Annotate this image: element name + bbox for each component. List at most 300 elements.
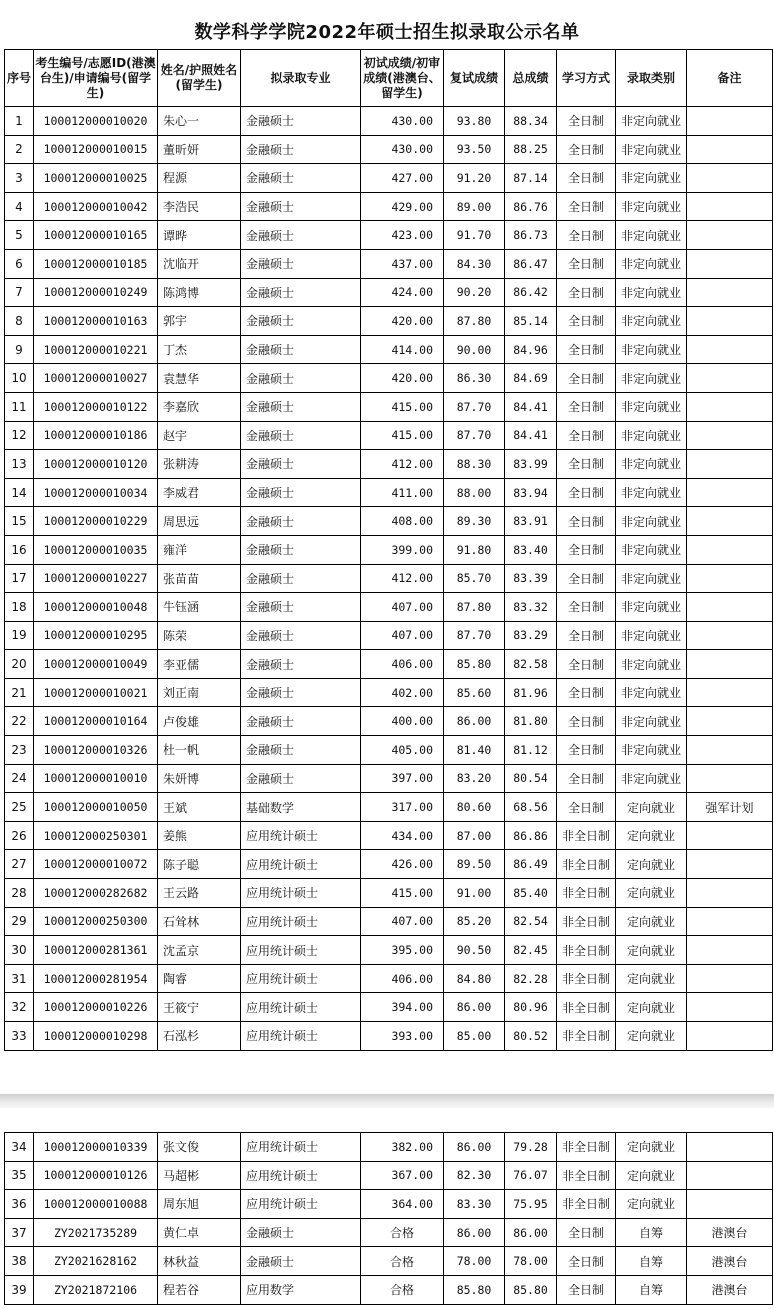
cell-prelim-score: 415.00 bbox=[361, 392, 444, 421]
table-row bbox=[5, 278, 773, 307]
cell-notes bbox=[687, 707, 773, 736]
cell-retest-score: 91.80 bbox=[444, 535, 505, 564]
cell-retest-score: 86.00 bbox=[444, 707, 505, 736]
table-row bbox=[5, 107, 773, 136]
table-row bbox=[5, 879, 773, 908]
cell-notes: 港澳台 bbox=[687, 1218, 773, 1247]
cell-total-score: 83.29 bbox=[505, 621, 557, 650]
table-row bbox=[5, 1190, 773, 1219]
cell-name: 袁慧华 bbox=[158, 364, 241, 393]
cell-prelim-score: 317.00 bbox=[361, 793, 444, 822]
cell-total-score: 86.86 bbox=[505, 821, 557, 850]
cell-name: 石耸林 bbox=[158, 907, 241, 936]
cell-notes bbox=[687, 736, 773, 765]
cell-major: 金融硕士 bbox=[241, 507, 361, 536]
cell-total-score: 80.52 bbox=[505, 1022, 557, 1051]
cell-major: 应用统计硕士 bbox=[241, 879, 361, 908]
cell-prelim-score: 合格 bbox=[361, 1247, 444, 1276]
table-row bbox=[5, 392, 773, 421]
cell-total-score: 80.96 bbox=[505, 993, 557, 1022]
cell-exam-id: ZY2021628162 bbox=[34, 1247, 158, 1276]
cell-index: 15 bbox=[5, 507, 34, 536]
table-row bbox=[5, 535, 773, 564]
cell-exam-id: 100012000010042 bbox=[34, 192, 158, 221]
cell-major: 金融硕士 bbox=[241, 736, 361, 765]
cell-total-score: 88.25 bbox=[505, 135, 557, 164]
cell-study-mode: 非全日制 bbox=[557, 850, 616, 879]
cell-index: 35 bbox=[5, 1161, 34, 1190]
cell-exam-id: 100012000281361 bbox=[34, 936, 158, 965]
cell-category: 非定向就业 bbox=[616, 450, 687, 479]
cell-exam-id: 100012000010295 bbox=[34, 621, 158, 650]
cell-retest-score: 93.50 bbox=[444, 135, 505, 164]
cell-category: 非定向就业 bbox=[616, 678, 687, 707]
cell-study-mode: 全日制 bbox=[557, 392, 616, 421]
cell-prelim-score: 415.00 bbox=[361, 421, 444, 450]
cell-notes bbox=[687, 135, 773, 164]
table-row bbox=[5, 164, 773, 193]
table-row bbox=[5, 936, 773, 965]
cell-index: 5 bbox=[5, 221, 34, 250]
cell-retest-score: 86.00 bbox=[444, 993, 505, 1022]
cell-retest-score: 84.30 bbox=[444, 249, 505, 278]
cell-total-score: 83.99 bbox=[505, 450, 557, 479]
table-row bbox=[5, 993, 773, 1022]
cell-name: 林秋益 bbox=[158, 1247, 241, 1276]
cell-prelim-score: 397.00 bbox=[361, 764, 444, 793]
cell-major: 应用统计硕士 bbox=[241, 1190, 361, 1219]
cell-index: 34 bbox=[5, 1133, 34, 1162]
cell-index: 1 bbox=[5, 107, 34, 136]
cell-study-mode: 全日制 bbox=[557, 335, 616, 364]
cell-index: 28 bbox=[5, 879, 34, 908]
cell-major: 应用统计硕士 bbox=[241, 821, 361, 850]
cell-prelim-score: 414.00 bbox=[361, 335, 444, 364]
cell-study-mode: 全日制 bbox=[557, 707, 616, 736]
cell-study-mode: 全日制 bbox=[557, 1218, 616, 1247]
cell-total-score: 87.14 bbox=[505, 164, 557, 193]
cell-total-score: 80.54 bbox=[505, 764, 557, 793]
cell-notes bbox=[687, 764, 773, 793]
cell-exam-id: 100012000010122 bbox=[34, 392, 158, 421]
cell-study-mode: 全日制 bbox=[557, 736, 616, 765]
cell-prelim-score: 合格 bbox=[361, 1275, 444, 1304]
cell-exam-id: 100012000010034 bbox=[34, 478, 158, 507]
cell-study-mode: 全日制 bbox=[557, 564, 616, 593]
cell-major: 金融硕士 bbox=[241, 564, 361, 593]
cell-index: 3 bbox=[5, 164, 34, 193]
table-row bbox=[5, 364, 773, 393]
cell-name: 程源 bbox=[158, 164, 241, 193]
cell-notes bbox=[687, 879, 773, 908]
cell-major: 金融硕士 bbox=[241, 764, 361, 793]
cell-name: 雍洋 bbox=[158, 535, 241, 564]
cell-major: 应用统计硕士 bbox=[241, 964, 361, 993]
cell-notes bbox=[687, 392, 773, 421]
cell-study-mode: 非全日制 bbox=[557, 879, 616, 908]
page-title: 数学科学学院2022年硕士招生拟录取公示名单 bbox=[194, 22, 580, 43]
cell-notes bbox=[687, 107, 773, 136]
cell-name: 陈荣 bbox=[158, 621, 241, 650]
cell-study-mode: 非全日制 bbox=[557, 993, 616, 1022]
cell-total-score: 85.80 bbox=[505, 1275, 557, 1304]
cell-retest-score: 91.20 bbox=[444, 164, 505, 193]
cell-major: 金融硕士 bbox=[241, 249, 361, 278]
cell-retest-score: 86.30 bbox=[444, 364, 505, 393]
cell-index: 37 bbox=[5, 1218, 34, 1247]
cell-prelim-score: 430.00 bbox=[361, 107, 444, 136]
cell-retest-score: 90.20 bbox=[444, 278, 505, 307]
cell-retest-score: 87.80 bbox=[444, 593, 505, 622]
cell-index: 14 bbox=[5, 478, 34, 507]
cell-category: 定向就业 bbox=[616, 907, 687, 936]
col-header-study-mode: 学习方式 bbox=[557, 50, 616, 107]
cell-name: 陈鸿博 bbox=[158, 278, 241, 307]
cell-index: 11 bbox=[5, 392, 34, 421]
cell-retest-score: 85.00 bbox=[444, 1022, 505, 1051]
cell-study-mode: 全日制 bbox=[557, 621, 616, 650]
cell-exam-id: 100012000010015 bbox=[34, 135, 158, 164]
cell-category: 非定向就业 bbox=[616, 650, 687, 679]
admission-table-continued bbox=[4, 1132, 773, 1305]
cell-notes bbox=[687, 249, 773, 278]
table-row bbox=[5, 1022, 773, 1051]
cell-notes bbox=[687, 1022, 773, 1051]
cell-retest-score: 90.00 bbox=[444, 335, 505, 364]
cell-name: 姜熊 bbox=[158, 821, 241, 850]
cell-notes bbox=[687, 364, 773, 393]
cell-name: 张耕涛 bbox=[158, 450, 241, 479]
cell-name: 李浩民 bbox=[158, 192, 241, 221]
cell-total-score: 86.73 bbox=[505, 221, 557, 250]
cell-exam-id: 100012000010186 bbox=[34, 421, 158, 450]
cell-name: 卢俊雄 bbox=[158, 707, 241, 736]
cell-major: 基础数学 bbox=[241, 793, 361, 822]
cell-study-mode: 全日制 bbox=[557, 450, 616, 479]
cell-index: 12 bbox=[5, 421, 34, 450]
cell-retest-score: 78.00 bbox=[444, 1247, 505, 1276]
cell-study-mode: 全日制 bbox=[557, 593, 616, 622]
table-row bbox=[5, 221, 773, 250]
cell-study-mode: 非全日制 bbox=[557, 964, 616, 993]
cell-notes bbox=[687, 478, 773, 507]
table-row bbox=[5, 821, 773, 850]
cell-name: 沈临开 bbox=[158, 249, 241, 278]
cell-index: 26 bbox=[5, 821, 34, 850]
cell-name: 黄仁卓 bbox=[158, 1218, 241, 1247]
cell-notes bbox=[687, 1190, 773, 1219]
cell-retest-score: 83.20 bbox=[444, 764, 505, 793]
cell-category: 自筹 bbox=[616, 1275, 687, 1304]
table-row bbox=[5, 964, 773, 993]
table-row bbox=[5, 764, 773, 793]
col-header-major: 拟录取专业 bbox=[241, 50, 361, 107]
cell-notes bbox=[687, 1161, 773, 1190]
cell-exam-id: 100012000010126 bbox=[34, 1161, 158, 1190]
cell-study-mode: 非全日制 bbox=[557, 1133, 616, 1162]
cell-study-mode: 全日制 bbox=[557, 1247, 616, 1276]
cell-study-mode: 非全日制 bbox=[557, 1022, 616, 1051]
cell-category: 非定向就业 bbox=[616, 764, 687, 793]
cell-prelim-score: 420.00 bbox=[361, 307, 444, 336]
cell-category: 定向就业 bbox=[616, 936, 687, 965]
table-row bbox=[5, 736, 773, 765]
cell-retest-score: 88.00 bbox=[444, 478, 505, 507]
cell-notes bbox=[687, 593, 773, 622]
cell-total-score: 84.69 bbox=[505, 364, 557, 393]
cell-prelim-score: 367.00 bbox=[361, 1161, 444, 1190]
cell-category: 非定向就业 bbox=[616, 221, 687, 250]
cell-exam-id: 100012000250301 bbox=[34, 821, 158, 850]
cell-prelim-score: 424.00 bbox=[361, 278, 444, 307]
cell-name: 刘正南 bbox=[158, 678, 241, 707]
cell-name: 杜一帆 bbox=[158, 736, 241, 765]
cell-study-mode: 全日制 bbox=[557, 764, 616, 793]
cell-index: 30 bbox=[5, 936, 34, 965]
cell-study-mode: 全日制 bbox=[557, 135, 616, 164]
cell-exam-id: ZY2021735289 bbox=[34, 1218, 158, 1247]
cell-total-score: 82.28 bbox=[505, 964, 557, 993]
table-row bbox=[5, 1133, 773, 1162]
cell-notes: 强军计划 bbox=[687, 793, 773, 822]
cell-name: 牛钰涵 bbox=[158, 593, 241, 622]
cell-category: 定向就业 bbox=[616, 850, 687, 879]
cell-major: 金融硕士 bbox=[241, 650, 361, 679]
cell-category: 自筹 bbox=[616, 1218, 687, 1247]
cell-prelim-score: 395.00 bbox=[361, 936, 444, 965]
cell-category: 非定向就业 bbox=[616, 593, 687, 622]
table-header-row bbox=[5, 50, 773, 107]
cell-index: 22 bbox=[5, 707, 34, 736]
cell-major: 金融硕士 bbox=[241, 621, 361, 650]
cell-major: 应用统计硕士 bbox=[241, 1133, 361, 1162]
table-row bbox=[5, 335, 773, 364]
cell-category: 非定向就业 bbox=[616, 249, 687, 278]
cell-prelim-score: 411.00 bbox=[361, 478, 444, 507]
cell-notes bbox=[687, 535, 773, 564]
cell-major: 金融硕士 bbox=[241, 593, 361, 622]
cell-name: 张文俊 bbox=[158, 1133, 241, 1162]
cell-name: 李威君 bbox=[158, 478, 241, 507]
cell-study-mode: 全日制 bbox=[557, 650, 616, 679]
table-row bbox=[5, 478, 773, 507]
cell-name: 石泓杉 bbox=[158, 1022, 241, 1051]
cell-major: 金融硕士 bbox=[241, 107, 361, 136]
cell-category: 定向就业 bbox=[616, 1133, 687, 1162]
cell-major: 应用统计硕士 bbox=[241, 1022, 361, 1051]
cell-category: 定向就业 bbox=[616, 879, 687, 908]
cell-retest-score: 80.60 bbox=[444, 793, 505, 822]
cell-total-score: 86.00 bbox=[505, 1218, 557, 1247]
table-row bbox=[5, 1275, 773, 1304]
cell-study-mode: 全日制 bbox=[557, 478, 616, 507]
cell-exam-id: 100012000010088 bbox=[34, 1190, 158, 1219]
cell-category: 定向就业 bbox=[616, 1190, 687, 1219]
cell-study-mode: 全日制 bbox=[557, 678, 616, 707]
cell-major: 金融硕士 bbox=[241, 192, 361, 221]
table-row bbox=[5, 192, 773, 221]
cell-exam-id: 100012000010165 bbox=[34, 221, 158, 250]
cell-notes bbox=[687, 564, 773, 593]
cell-total-score: 85.14 bbox=[505, 307, 557, 336]
cell-prelim-score: 406.00 bbox=[361, 650, 444, 679]
cell-total-score: 88.34 bbox=[505, 107, 557, 136]
cell-name: 丁杰 bbox=[158, 335, 241, 364]
table-row bbox=[5, 1161, 773, 1190]
cell-name: 沈孟京 bbox=[158, 936, 241, 965]
col-header-exam-id: 考生编号/志愿ID(港澳台生)/申请编号(留学生) bbox=[34, 50, 158, 107]
cell-total-score: 76.07 bbox=[505, 1161, 557, 1190]
cell-retest-score: 87.00 bbox=[444, 821, 505, 850]
cell-category: 非定向就业 bbox=[616, 564, 687, 593]
cell-study-mode: 全日制 bbox=[557, 307, 616, 336]
cell-name: 张苗苗 bbox=[158, 564, 241, 593]
cell-major: 应用统计硕士 bbox=[241, 936, 361, 965]
cell-prelim-score: 429.00 bbox=[361, 192, 444, 221]
cell-name: 朱妍博 bbox=[158, 764, 241, 793]
table-body-page1 bbox=[5, 107, 773, 1051]
cell-prelim-score: 408.00 bbox=[361, 507, 444, 536]
table-row bbox=[5, 1218, 773, 1247]
cell-index: 10 bbox=[5, 364, 34, 393]
table-row bbox=[5, 621, 773, 650]
cell-total-score: 82.54 bbox=[505, 907, 557, 936]
cell-category: 非定向就业 bbox=[616, 707, 687, 736]
cell-index: 38 bbox=[5, 1247, 34, 1276]
cell-index: 7 bbox=[5, 278, 34, 307]
cell-notes bbox=[687, 450, 773, 479]
cell-retest-score: 85.60 bbox=[444, 678, 505, 707]
cell-exam-id: 100012000010339 bbox=[34, 1133, 158, 1162]
cell-exam-id: 100012000250300 bbox=[34, 907, 158, 936]
cell-exam-id: 100012000010249 bbox=[34, 278, 158, 307]
col-header-prelim-score: 初试成绩/初审成绩(港澳台、留学生) bbox=[361, 50, 444, 107]
cell-prelim-score: 412.00 bbox=[361, 564, 444, 593]
cell-retest-score: 85.80 bbox=[444, 1275, 505, 1304]
cell-category: 非定向就业 bbox=[616, 278, 687, 307]
cell-retest-score: 93.80 bbox=[444, 107, 505, 136]
cell-prelim-score: 407.00 bbox=[361, 907, 444, 936]
cell-index: 33 bbox=[5, 1022, 34, 1051]
cell-category: 非定向就业 bbox=[616, 192, 687, 221]
cell-notes bbox=[687, 964, 773, 993]
cell-category: 非定向就业 bbox=[616, 736, 687, 765]
cell-total-score: 79.28 bbox=[505, 1133, 557, 1162]
cell-prelim-score: 402.00 bbox=[361, 678, 444, 707]
table-row bbox=[5, 650, 773, 679]
cell-major: 金融硕士 bbox=[241, 307, 361, 336]
cell-retest-score: 87.70 bbox=[444, 421, 505, 450]
cell-retest-score: 82.30 bbox=[444, 1161, 505, 1190]
table-row bbox=[5, 593, 773, 622]
cell-name: 赵宇 bbox=[158, 421, 241, 450]
cell-total-score: 81.12 bbox=[505, 736, 557, 765]
cell-name: 王斌 bbox=[158, 793, 241, 822]
cell-exam-id: 100012000010072 bbox=[34, 850, 158, 879]
cell-study-mode: 全日制 bbox=[557, 1275, 616, 1304]
cell-index: 29 bbox=[5, 907, 34, 936]
cell-index: 31 bbox=[5, 964, 34, 993]
cell-exam-id: 100012000010164 bbox=[34, 707, 158, 736]
cell-category: 非定向就业 bbox=[616, 364, 687, 393]
cell-name: 朱心一 bbox=[158, 107, 241, 136]
cell-prelim-score: 420.00 bbox=[361, 364, 444, 393]
cell-retest-score: 89.30 bbox=[444, 507, 505, 536]
cell-notes bbox=[687, 621, 773, 650]
cell-category: 定向就业 bbox=[616, 821, 687, 850]
cell-prelim-score: 434.00 bbox=[361, 821, 444, 850]
cell-prelim-score: 427.00 bbox=[361, 164, 444, 193]
cell-total-score: 86.76 bbox=[505, 192, 557, 221]
cell-retest-score: 84.80 bbox=[444, 964, 505, 993]
cell-major: 金融硕士 bbox=[241, 707, 361, 736]
cell-index: 36 bbox=[5, 1190, 34, 1219]
cell-total-score: 83.40 bbox=[505, 535, 557, 564]
cell-exam-id: 100012000010163 bbox=[34, 307, 158, 336]
cell-total-score: 68.56 bbox=[505, 793, 557, 822]
cell-name: 周思远 bbox=[158, 507, 241, 536]
cell-exam-id: 100012000010050 bbox=[34, 793, 158, 822]
cell-major: 金融硕士 bbox=[241, 535, 361, 564]
cell-study-mode: 全日制 bbox=[557, 192, 616, 221]
cell-retest-score: 87.70 bbox=[444, 621, 505, 650]
cell-index: 27 bbox=[5, 850, 34, 879]
cell-exam-id: 100012000010025 bbox=[34, 164, 158, 193]
cell-category: 非定向就业 bbox=[616, 307, 687, 336]
cell-total-score: 78.00 bbox=[505, 1247, 557, 1276]
cell-retest-score: 88.30 bbox=[444, 450, 505, 479]
cell-exam-id: 100012000010020 bbox=[34, 107, 158, 136]
cell-category: 自筹 bbox=[616, 1247, 687, 1276]
col-header-category: 录取类别 bbox=[616, 50, 687, 107]
cell-name: 陈子聪 bbox=[158, 850, 241, 879]
cell-total-score: 83.94 bbox=[505, 478, 557, 507]
cell-exam-id: 100012000282682 bbox=[34, 879, 158, 908]
cell-major: 金融硕士 bbox=[241, 335, 361, 364]
col-header-name: 姓名/护照姓名(留学生) bbox=[158, 50, 241, 107]
cell-prelim-score: 406.00 bbox=[361, 964, 444, 993]
cell-major: 金融硕士 bbox=[241, 164, 361, 193]
cell-notes bbox=[687, 907, 773, 936]
col-header-notes: 备注 bbox=[687, 50, 773, 107]
table-row bbox=[5, 850, 773, 879]
cell-exam-id: 100012000010120 bbox=[34, 450, 158, 479]
cell-index: 13 bbox=[5, 450, 34, 479]
cell-exam-id: 100012000010049 bbox=[34, 650, 158, 679]
cell-notes bbox=[687, 164, 773, 193]
cell-notes bbox=[687, 678, 773, 707]
cell-total-score: 75.95 bbox=[505, 1190, 557, 1219]
cell-index: 16 bbox=[5, 535, 34, 564]
cell-study-mode: 非全日制 bbox=[557, 1190, 616, 1219]
cell-exam-id: 100012000010227 bbox=[34, 564, 158, 593]
cell-index: 32 bbox=[5, 993, 34, 1022]
cell-category: 非定向就业 bbox=[616, 621, 687, 650]
cell-index: 25 bbox=[5, 793, 34, 822]
cell-major: 应用统计硕士 bbox=[241, 1161, 361, 1190]
cell-exam-id: 100012000281954 bbox=[34, 964, 158, 993]
cell-name: 董昕妍 bbox=[158, 135, 241, 164]
cell-exam-id: 100012000010326 bbox=[34, 736, 158, 765]
cell-prelim-score: 393.00 bbox=[361, 1022, 444, 1051]
cell-name: 马超彬 bbox=[158, 1161, 241, 1190]
cell-exam-id: 100012000010221 bbox=[34, 335, 158, 364]
cell-study-mode: 非全日制 bbox=[557, 907, 616, 936]
cell-total-score: 84.41 bbox=[505, 421, 557, 450]
cell-prelim-score: 405.00 bbox=[361, 736, 444, 765]
cell-notes bbox=[687, 821, 773, 850]
cell-major: 金融硕士 bbox=[241, 1247, 361, 1276]
